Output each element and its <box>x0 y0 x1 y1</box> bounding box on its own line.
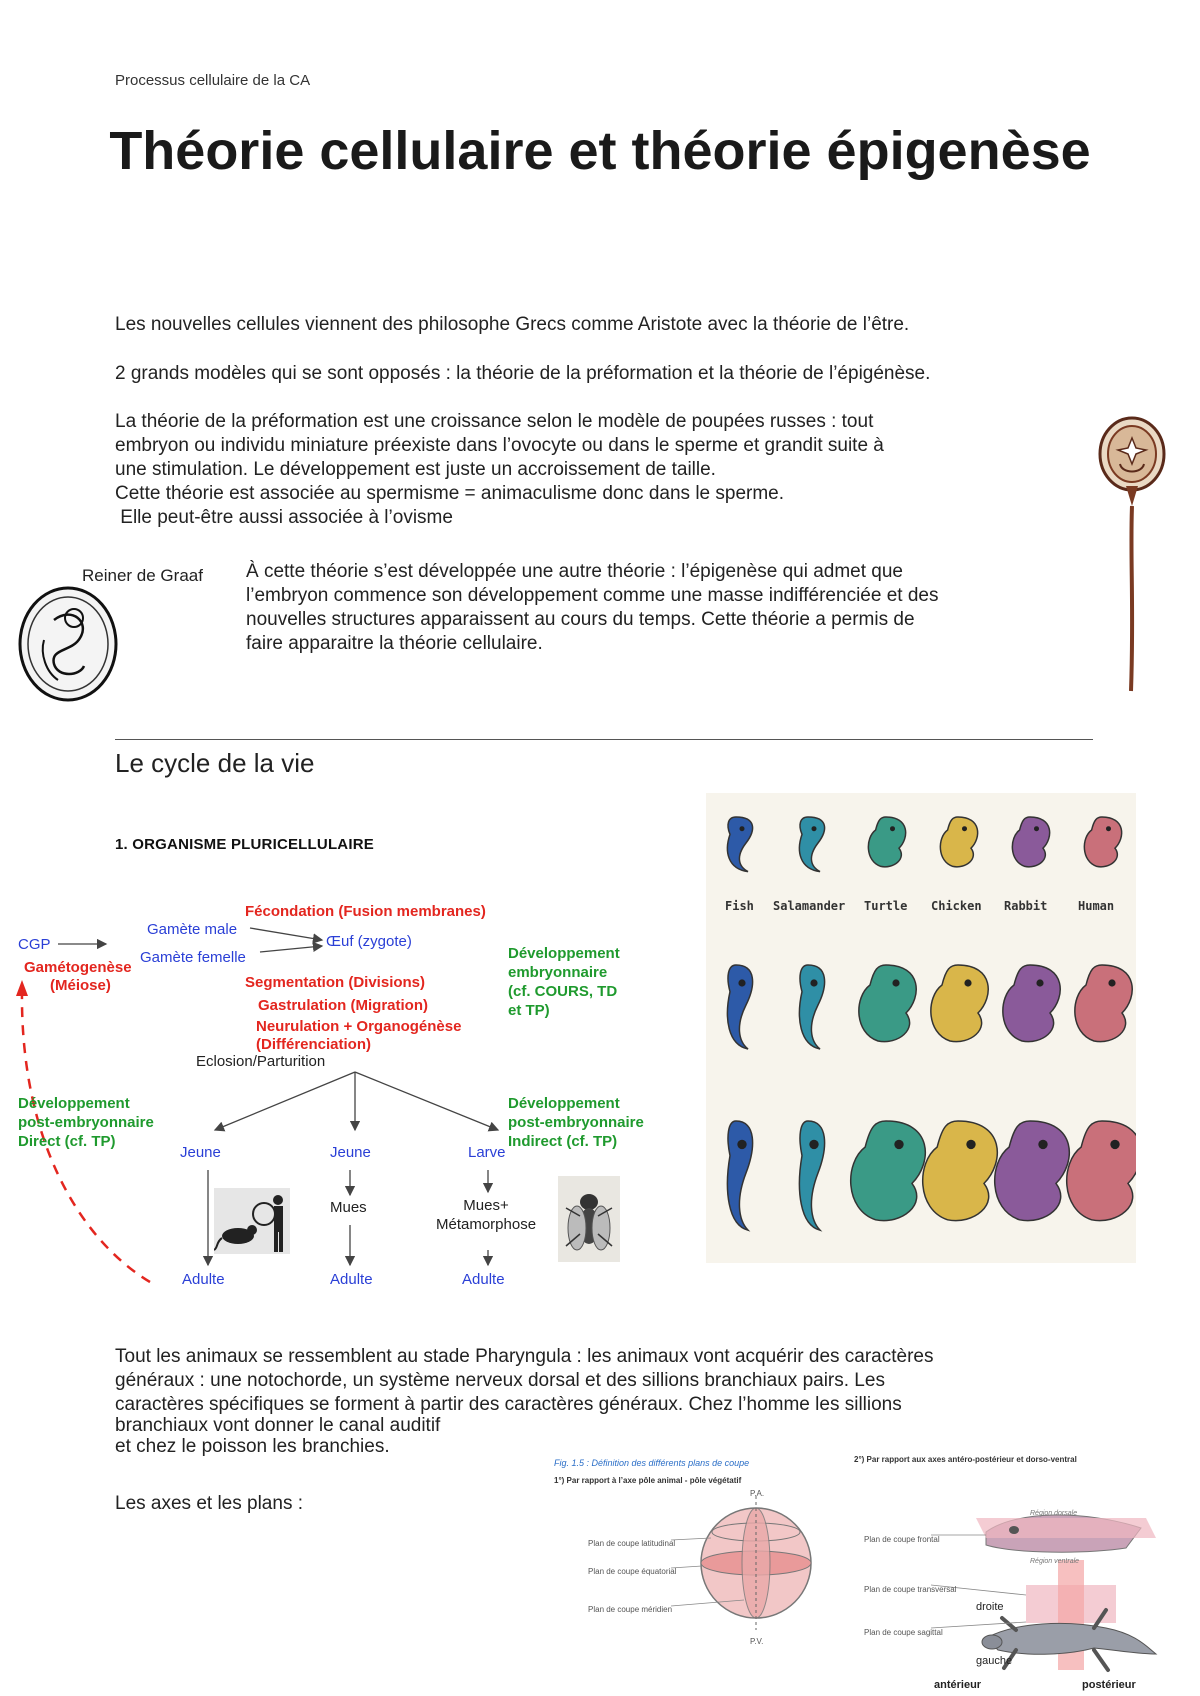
mues-label: Mues <box>330 1199 367 1216</box>
region-ventrale-label: Région ventrale <box>1030 1558 1080 1565</box>
subsection-title: 1. ORGANISME PLURICELLULAIRE <box>115 836 374 853</box>
embryo-fish-stage-2 <box>727 965 752 1049</box>
planes-left-subtitle: 1°) Par rapport à l’axe pôle animal - pôle végétatif <box>554 1476 742 1485</box>
embryo-rabbit-stage-2 <box>1003 965 1060 1042</box>
dev-post-indirect-label: Développement post-embryonnaire Indirect (cf. TP) <box>508 1095 644 1150</box>
dev-embryo-label: Développement embryonnaire (cf. COURS, TD et TP) <box>508 945 620 1019</box>
text-line: l’embryon commence son développement comme une masse indifférenciée et des <box>246 585 939 606</box>
pharyngula-paragraph <box>115 1345 1115 1459</box>
embryo-label-human: Human <box>1078 899 1115 913</box>
embryo-salamander-stage-3 <box>799 1121 824 1230</box>
text-line: faire apparaitre la théorie cellulaire. <box>246 633 543 654</box>
sagittal-label: Plan de coupe sagittal <box>864 1628 943 1637</box>
embryo-rabbit-stage-1 <box>1012 817 1049 867</box>
meridien-label: Plan de coupe méridien <box>588 1605 673 1614</box>
text-line: À cette théorie s’est développée une autre théorie : l’épigenèse qui admet que <box>246 561 904 582</box>
pole-animal-label: P.A. <box>750 1489 765 1498</box>
graaf-caption: Reiner de Graaf <box>82 566 203 585</box>
section-title: Le cycle de la vie <box>115 748 315 778</box>
models-paragraph: 2 grands modèles qui se sont opposés : la théorie de la préformation et la théorie de l’épigénèse. <box>115 363 931 384</box>
larve-label: Larve <box>468 1144 506 1161</box>
embryo-label-turtle: Turtle <box>864 899 908 913</box>
differenciation-label: (Différenciation) <box>256 1036 372 1053</box>
frontal-label: Plan de coupe frontal <box>864 1535 940 1544</box>
text-line: généraux : une notochorde, un système nerveux dorsal et des sillions branchiaux pairs. Les <box>115 1370 885 1391</box>
droite-label: droite <box>976 1601 1004 1613</box>
segmentation-label: Segmentation (Divisions) <box>245 974 426 991</box>
embryo-label-chicken: Chicken <box>931 899 982 913</box>
planes-of-section-figure <box>546 1450 1166 1696</box>
fly-image <box>558 1176 620 1262</box>
text-line: branchiaux vont donner le canal auditif <box>115 1415 441 1436</box>
text-line: nouvelles structures apparaissent au cours du temps. Cette théorie a permis de <box>246 609 915 630</box>
planes-fig-title: Fig. 1.5 : Définition des différents plans de coupe <box>554 1458 750 1468</box>
adulte-label-3: Adulte <box>462 1271 505 1288</box>
meiose-label: (Méiose) <box>50 977 111 994</box>
embryo-comparison-figure <box>706 793 1136 1263</box>
embryo-label-salamander: Salamander <box>773 899 846 913</box>
transversal-label: Plan de coupe transversal <box>864 1585 957 1594</box>
embryo-grid <box>706 793 1136 1263</box>
embryo-turtle-stage-2 <box>859 965 916 1042</box>
posterieur-label: postérieur <box>1082 1679 1136 1691</box>
gamete-femelle-label: Gamète femelle <box>140 949 246 966</box>
embryo-salamander-stage-2 <box>799 965 824 1049</box>
embryo-salamander-stage-1 <box>799 817 824 872</box>
adulte-label-1: Adulte <box>182 1271 225 1288</box>
homunculus-sperm-image <box>1092 416 1172 701</box>
axes-plans-paragraph: Les axes et les plans : <box>115 1493 303 1514</box>
equatorial-label: Plan de coupe équatorial <box>588 1567 677 1576</box>
gauche-label: gauche <box>976 1655 1013 1667</box>
preformation-paragraph <box>115 410 1075 530</box>
graaf-ovum-drawing <box>14 580 122 708</box>
embryo-chicken-stage-1 <box>940 817 977 867</box>
gamete-male-label: Gamète male <box>147 921 238 938</box>
intro-paragraph: Les nouvelles cellules viennent des philosophe Grecs comme Aristote avec la théorie de l’être. <box>115 314 910 335</box>
embryo-rabbit-stage-3 <box>995 1121 1070 1221</box>
text-line: Elle peut-être aussi associée à l’ovisme <box>115 507 453 528</box>
embryo-label-fish: Fish <box>725 899 754 913</box>
life-cycle-diagram <box>0 880 680 1300</box>
cgp-label: CGP <box>18 936 51 953</box>
section-divider <box>115 739 1093 740</box>
text-line: une stimulation. Le développement est juste un accroissement de taille. <box>115 459 716 480</box>
page-title: Théorie cellulaire et théorie épigenèse <box>109 121 1091 181</box>
neurulation-label: Neurulation + Organogénèse <box>256 1018 462 1035</box>
eclosion-label: Eclosion/Parturition <box>196 1053 326 1070</box>
latitudinal-label: Plan de coupe latitudinal <box>588 1539 676 1548</box>
embryo-human-stage-3 <box>1067 1121 1136 1221</box>
embryo-fish-stage-3 <box>727 1121 752 1230</box>
gastrulation-label: Gastrulation (Migration) <box>258 997 428 1014</box>
text-line: Cette théorie est associée au spermisme = animaculisme donc dans le sperme. <box>115 483 785 504</box>
planes-right-subtitle: 2°) Par rapport aux axes antéro-postérieur et dorso-ventral <box>854 1455 1077 1464</box>
jeune-label-2: Jeune <box>330 1144 371 1161</box>
embryo-human-stage-2 <box>1075 965 1132 1042</box>
embryo-label-rabbit: Rabbit <box>1004 899 1048 913</box>
anterieur-label: antérieur <box>934 1679 982 1691</box>
epigenese-paragraph <box>246 560 1096 656</box>
pole-vegetatif-label: P.V. <box>750 1637 764 1646</box>
embryo-fish-stage-1 <box>727 817 752 872</box>
gametogenese-label: Gamétogenèse <box>24 959 132 976</box>
text-line: embryon ou individu miniature préexiste dans l’ovocyte ou dans le sperme et grandit suite à <box>115 435 884 456</box>
fecondation-label: Fécondation (Fusion membranes) <box>245 903 486 920</box>
embryo-turtle-stage-1 <box>868 817 905 867</box>
mues-metamorphose-label: Mues+ Métamorphose <box>436 1197 537 1233</box>
mouse-human-image <box>214 1188 290 1254</box>
text-line: Tout les animaux se ressemblent au stade Pharyngula : les animaux vont acquérir des caractères <box>115 1346 934 1367</box>
embryo-chicken-stage-2 <box>931 965 988 1042</box>
embryo-chicken-stage-3 <box>923 1121 998 1221</box>
text-line: La théorie de la préformation est une croissance selon le modèle de poupées russes : tout <box>115 411 874 432</box>
dev-post-direct-label: Développement post-embryonnaire Direct (cf. TP) <box>18 1095 154 1150</box>
text-line: caractères spécifiques se forment à partir des caractères généraux. Chez l’homme les sillions <box>115 1394 902 1415</box>
oeuf-label: Œuf (zygote) <box>326 933 412 950</box>
text-line: et chez le poisson les branchies. <box>115 1436 390 1457</box>
adulte-label-2: Adulte <box>330 1271 373 1288</box>
embryo-human-stage-1 <box>1084 817 1121 867</box>
header-note: Processus cellulaire de la CA <box>115 72 311 89</box>
embryo-turtle-stage-3 <box>851 1121 926 1221</box>
jeune-label-1: Jeune <box>180 1144 221 1161</box>
region-dorsale-label: Région dorsale <box>1030 1510 1078 1517</box>
